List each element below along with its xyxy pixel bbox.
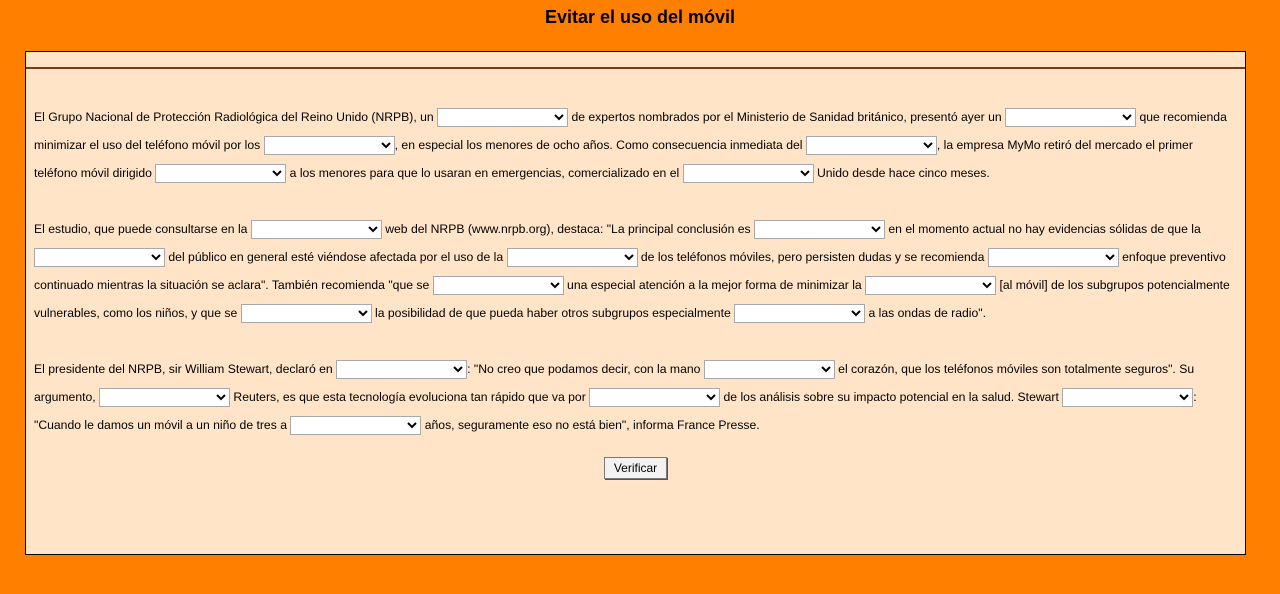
text-segment: Unido desde hace cinco meses.: [813, 166, 990, 180]
gap-select-14[interactable]: [241, 304, 372, 323]
text-segment: a las ondas de radio".: [865, 306, 986, 320]
text-segment: de expertos nombrados por el Ministerio de Sanidad británico, presentó ayer un: [568, 110, 1006, 124]
text-segment: Reuters, es que esta tecnología evoluciona tan rápido que va por: [230, 390, 590, 404]
exercise-panel: [25, 51, 1246, 555]
actions: [26, 457, 1245, 479]
text-segment: una especial atención a la mejor forma de minimizar la: [563, 278, 866, 292]
text-segment: de los teléfonos móviles, pero persisten dudas y se recomienda: [637, 250, 988, 264]
header-rule: [26, 52, 1245, 69]
text-segment: El presidente del NRPB, sir William Stewart, declaró en: [34, 362, 337, 376]
gap-select-5[interactable]: [155, 164, 286, 183]
gap-select-10[interactable]: [507, 248, 638, 267]
gap-select-6[interactable]: [683, 164, 814, 183]
gap-select-11[interactable]: [988, 248, 1119, 267]
gap-select-13[interactable]: [865, 276, 996, 295]
gap-select-12[interactable]: [433, 276, 564, 295]
text-segment: El estudio, que puede consultarse en la: [34, 222, 251, 236]
text-segment: [al móvil] de los subgrupos potencialmente vulnerables, como los niños, y que se: [34, 278, 1230, 320]
gap-select-17[interactable]: [704, 360, 835, 379]
gap-select-4[interactable]: [806, 136, 937, 155]
gap-select-19[interactable]: [589, 388, 720, 407]
paragraph: [34, 103, 1237, 187]
text-segment: enfoque preventivo continuado mientras la situación se aclara". También recomienda "que se: [34, 250, 1226, 292]
gap-select-20[interactable]: [1062, 388, 1193, 407]
gap-select-7[interactable]: [251, 220, 382, 239]
gap-select-1[interactable]: [437, 108, 568, 127]
gap-select-2[interactable]: [1005, 108, 1136, 127]
verify-button[interactable]: Verificar: [604, 457, 667, 479]
gap-select-15[interactable]: [734, 304, 865, 323]
gap-select-16[interactable]: [336, 360, 467, 379]
text-segment: : "No creo que podamos decir, con la mano: [467, 362, 704, 376]
gap-select-8[interactable]: [754, 220, 885, 239]
gap-select-3[interactable]: [264, 136, 395, 155]
gap-select-21[interactable]: [290, 416, 421, 435]
text-segment: en el momento actual no hay evidencias sólidas de que la: [885, 222, 1201, 236]
gap-select-18[interactable]: [99, 388, 230, 407]
text-segment: , en especial los menores de ocho años. Como consecuencia inmediata del: [394, 138, 806, 152]
text-segment: a los menores para que lo usaran en emergencias, comercializado en el: [286, 166, 683, 180]
text-segment: el corazón, que los teléfonos móviles son totalmente seguros". Su argumento,: [34, 362, 1195, 404]
text-segment: web del NRPB (www.nrpb.org), destaca: "La principal conclusión es: [381, 222, 754, 236]
text-segment: El Grupo Nacional de Protección Radiológica del Reino Unido (NRPB), un: [34, 110, 438, 124]
text-segment: , la empresa MyMo retiró del mercado el primer teléfono móvil dirigido: [34, 138, 1193, 180]
gap-select-9[interactable]: [34, 248, 165, 267]
paragraph: [34, 355, 1237, 439]
text-segment: de los análisis sobre su impacto potencial en la salud. Stewart: [720, 390, 1063, 404]
page-title: Evitar el uso del móvil: [544, 7, 736, 27]
cloze-text: [26, 69, 1245, 439]
text-segment: que recomienda minimizar el uso del teléfono móvil por los: [34, 110, 1227, 152]
paragraph: [34, 215, 1237, 327]
text-segment: : "Cuando le damos un móvil a un niño de tres a: [34, 390, 1197, 432]
text-segment: del público en general esté viéndose afectada por el uso de la: [165, 250, 507, 264]
text-segment: años, seguramente eso no está bien", informa France Presse.: [421, 418, 760, 432]
text-segment: la posibilidad de que pueda haber otros subgrupos especialmente: [371, 306, 735, 320]
